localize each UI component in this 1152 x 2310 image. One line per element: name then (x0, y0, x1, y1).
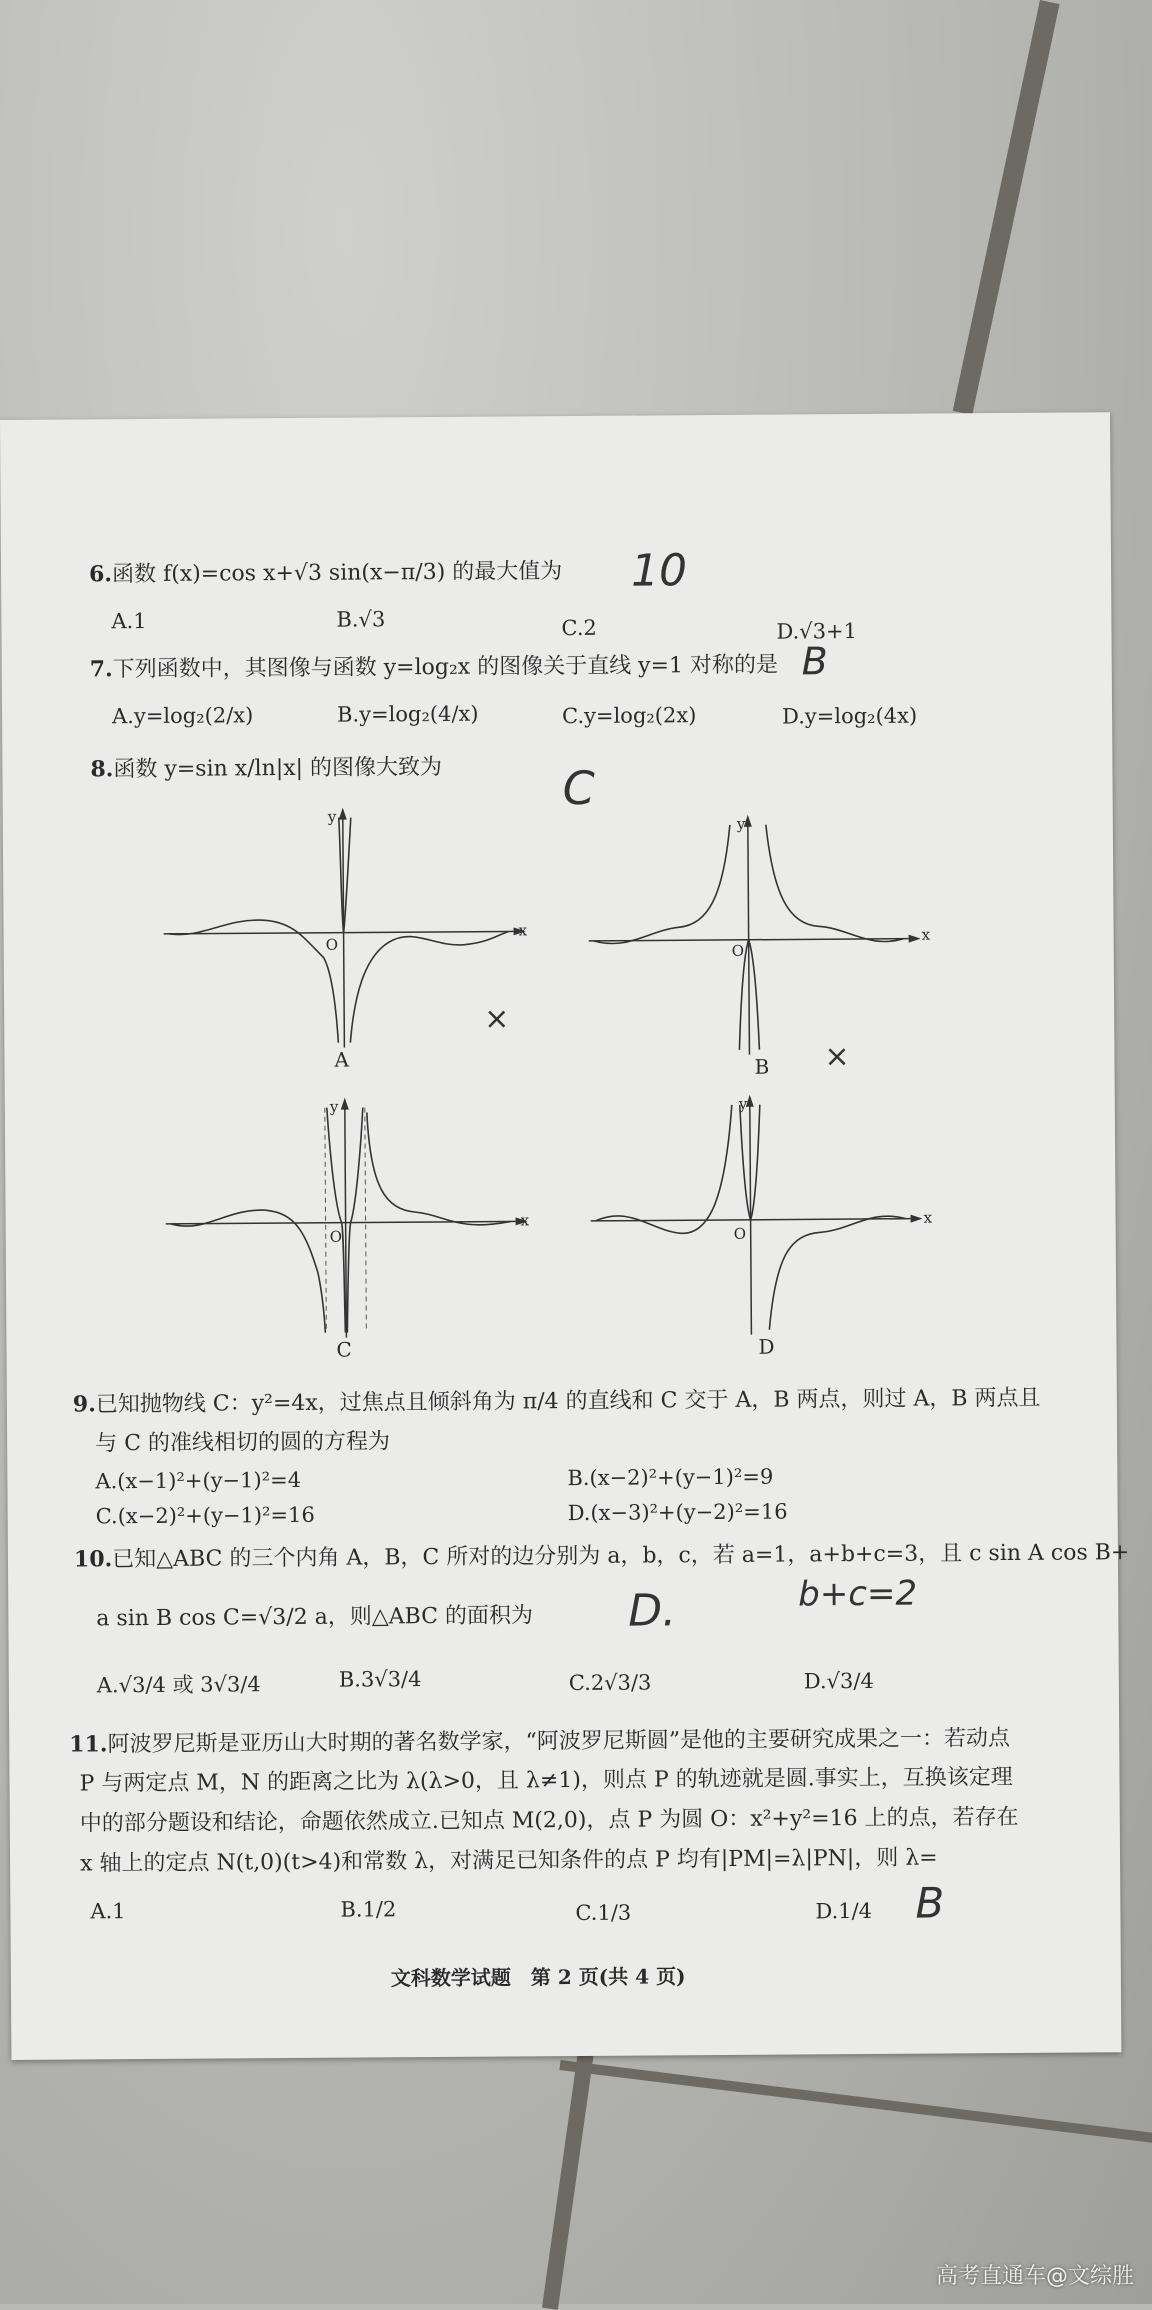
graph-b-label: B (754, 1054, 770, 1079)
option-c: C.2√3/3 (568, 1670, 652, 1696)
graph-b-x-label: x (921, 925, 931, 944)
handwritten-mark-q8: C (562, 760, 595, 816)
option-d: D.√3/4 (803, 1668, 874, 1694)
graph-d (590, 1094, 932, 1336)
graph-a-y-label: y (327, 807, 337, 826)
handwritten-mark-q6: 10 (630, 545, 688, 597)
graph-a-label: A (334, 1047, 350, 1072)
option-b: B.y=log₂(4/x) (336, 701, 479, 727)
graph-a-origin: O (325, 935, 339, 954)
question-11-line-3: 中的部分题设和结论，命题依然成立.已知点 M(2,0)，点 P 为圆 O：x²+y²=16 上的点，若存在 (79, 1804, 1019, 1837)
question-10-line-2: a sin B cos C=√3/2 a，则△ABC 的面积为 (96, 1603, 534, 1632)
option-c: C.(x−2)²+(y−1)²=16 (95, 1502, 315, 1529)
question-stem: 下列函数中，其图像与函数 y=log₂x 的图像关于直线 y=1 对称的是 (112, 652, 779, 683)
question-number: 11. (69, 1731, 108, 1758)
graph-b-origin: O (731, 941, 745, 960)
question-stem: 函数 f(x)=cos x+√3 sin(x−π/3) 的最大值为 (111, 559, 563, 588)
graph-a (163, 806, 535, 1049)
graph-d-y-label: y (738, 1094, 748, 1113)
question-number: 6. (88, 561, 113, 588)
option-a: A.y=log₂(2/x) (111, 703, 254, 729)
graph-c-origin: O (329, 1227, 343, 1246)
option-b: B.3√3/4 (338, 1667, 422, 1692)
option-b: B.√3 (336, 607, 386, 632)
graph-b (588, 814, 930, 1056)
option-a: A.√3/4 或 3√3/4 (96, 1672, 261, 1698)
handwritten-note-q10: b+c=2 (798, 1573, 918, 1615)
graph-d-x-label: x (923, 1208, 933, 1227)
graph-c-label: C (336, 1337, 352, 1362)
graph-d-label: D (758, 1334, 775, 1359)
option-d: D.y=log₂(4x) (782, 703, 918, 729)
option-a: A.(x−1)²+(y−1)²=4 (95, 1467, 302, 1494)
handwritten-cross-a: × (484, 1001, 510, 1037)
graph-d-origin: O (733, 1224, 747, 1243)
question-7 (90, 650, 778, 686)
question-10 (74, 1537, 1130, 1575)
graph-a-x-label: x (518, 921, 528, 940)
option-d: D.(x−3)²+(y−2)²=16 (567, 1499, 788, 1526)
handwritten-mark-q11: B (915, 1878, 945, 1928)
option-d: D.√3+1 (776, 619, 858, 644)
option-b: B.1/2 (340, 1897, 397, 1922)
question-11 (69, 1723, 1010, 1761)
option-a: A.1 (111, 608, 147, 634)
question-stem-line-1: 已知△ABC 的三个内角 A，B，C 所对的边分别为 a，b，c，若 a=1，a+b+c=3，且 c sin A cos B+ (112, 1540, 1130, 1573)
question-number: 9. (72, 1391, 96, 1418)
option-b: B.(x−2)²+(y−1)²=9 (567, 1464, 774, 1491)
question-number: 8. (90, 756, 114, 783)
exam-paper (0, 412, 1130, 2060)
graph-c (165, 1096, 537, 1339)
option-a: A.1 (90, 1899, 126, 1924)
question-stem-line-1: 阿波罗尼斯是亚历山大时期的著名数学家，“阿波罗尼斯圆”是他的主要研究成果之一：若动点 (107, 1725, 1011, 1758)
question-11-line-2: P 与两定点 M，N 的距离之比为 λ(λ>0，且 λ≠1)，则点 P 的轨迹就是圆.事实上，互换该定理 (79, 1764, 1013, 1797)
option-c: C.2 (561, 615, 597, 641)
option-d: D.1/4 (815, 1898, 873, 1924)
question-9 (73, 1383, 1041, 1421)
question-number: 7. (89, 656, 113, 683)
question-number: 10. (73, 1546, 113, 1573)
handwritten-mark-q7: B (801, 639, 828, 684)
graph-c-x-label: x (520, 1211, 530, 1230)
question-6 (89, 556, 562, 590)
handwritten-cross-b: × (824, 1039, 850, 1075)
graph-b-y-label: y (736, 814, 746, 833)
handwritten-mark-q10: D. (628, 1585, 677, 1637)
question-9-line-2: 与 C 的准线相切的圆的方程为 (95, 1429, 391, 1457)
graph-c-y-label: y (329, 1097, 339, 1116)
question-stem-line-1: 已知抛物线 C：y²=4x，过焦点且倾斜角为 π/4 的直线和 C 交于 A，B 两点，则过 A，B 两点且 (95, 1385, 1041, 1418)
question-11-line-4: x 轴上的定点 N(t,0)(t>4)和常数 λ，对满足已知条件的点 P 均有|PM|=λ|PN|，则 λ= (79, 1845, 938, 1877)
watermark: 高考直通车@文综胜 (935, 2264, 1134, 2289)
page-footer: 文科数学试题 第 2 页(共 4 页) (390, 1964, 686, 1991)
option-c: C.1/3 (575, 1900, 632, 1926)
question-8 (90, 752, 442, 785)
option-c: C.y=log₂(2x) (561, 703, 697, 729)
question-stem: 函数 y=sin x/ln|x| 的图像大致为 (113, 754, 443, 783)
